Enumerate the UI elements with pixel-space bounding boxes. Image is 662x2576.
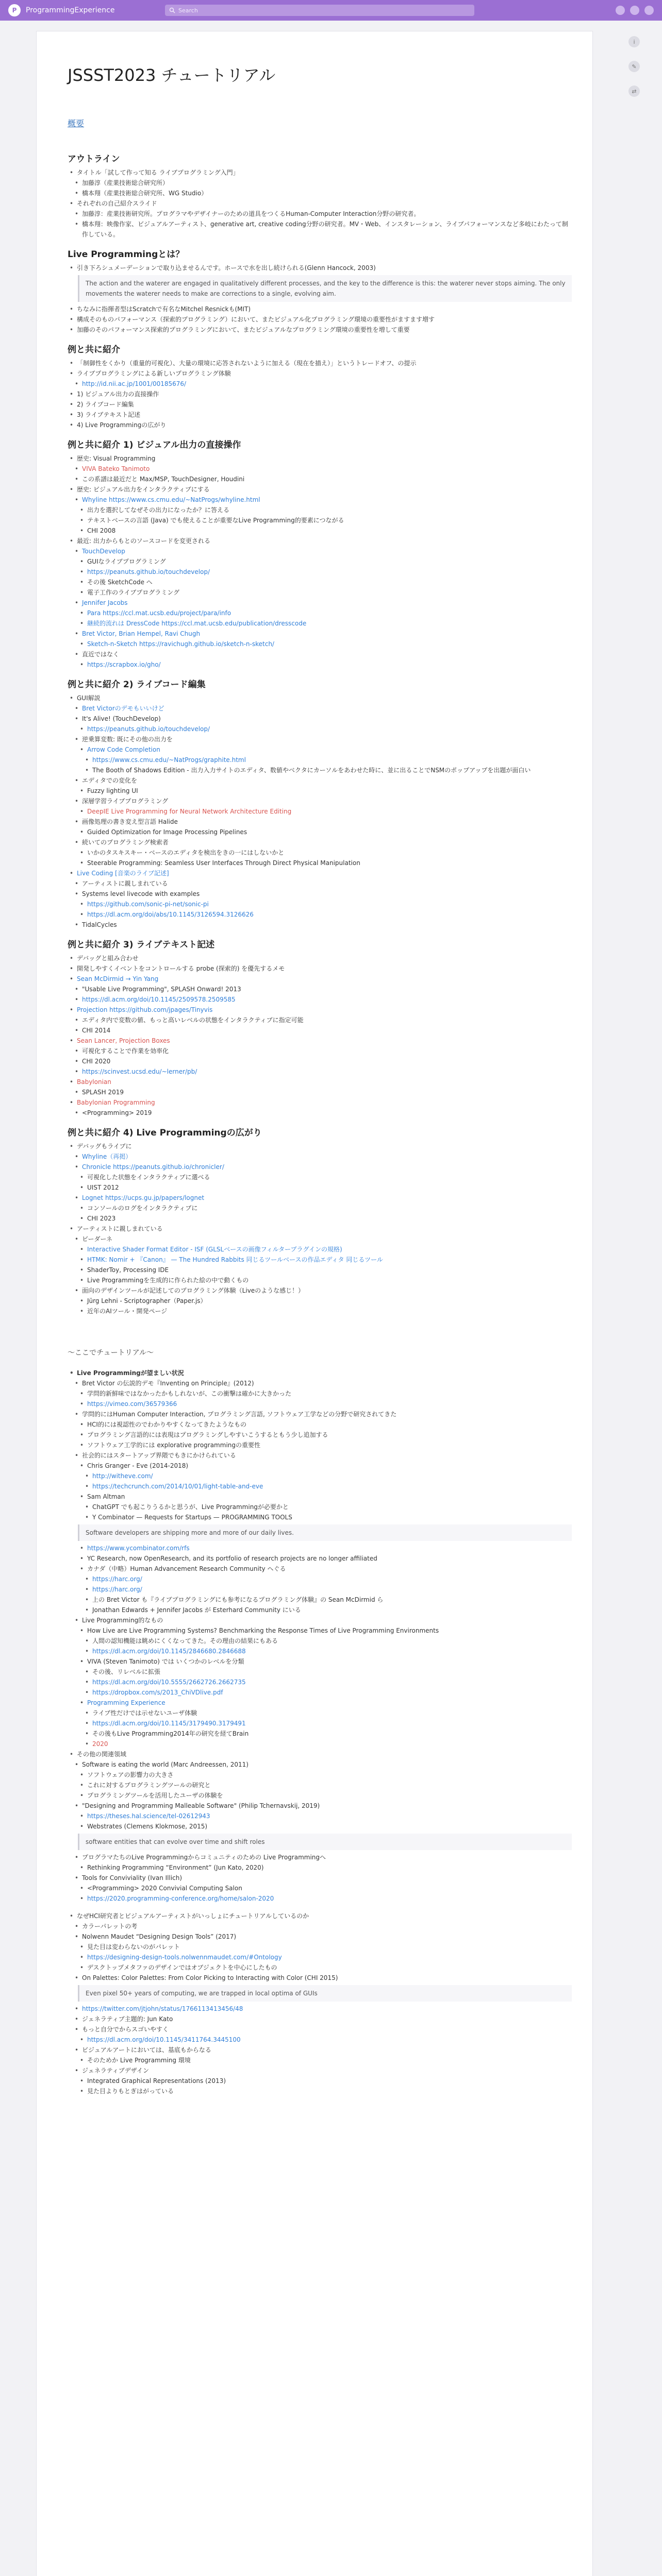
list-item: • プログラマたちのLive Programmingからコミュニティのための Live Programmingへ	[73, 1852, 572, 1862]
list-item: • ビジュアルアートにおいては、基底もからなる	[73, 2045, 572, 2055]
list-item: • ソフトウェアの影響力の大きさ	[78, 1770, 572, 1780]
list-item: • ライブプログラミングによる新しいプログラミング体験	[68, 368, 572, 379]
list-item: • アーティストに親しまれている	[68, 1224, 572, 1234]
list-item: • ジェネラティブ主題的: Jun Kato	[73, 2014, 572, 2024]
list-item: • ソフトウェア工学的には explorative programmingの重要性	[78, 1440, 572, 1450]
list-item: • CHI 2014	[73, 1025, 572, 1036]
list-item: • Y Combinator — Requests for Startups — PROGRAMMING TOOLS	[83, 1512, 572, 1522]
link-item[interactable]: • https://scinvest.ucsd.edu/~lerner/pb/	[73, 1066, 572, 1077]
list-item: • SPLASH 2019	[73, 1087, 572, 1097]
link-item[interactable]: • HTMK: Nomir + 『Canon』 — The Hundred Rabbits 同じるツールベースの作品エディタ 同じるツール	[78, 1255, 572, 1265]
app-name: ProgrammingExperience	[26, 6, 115, 14]
list-item: • UIST 2012	[78, 1182, 572, 1193]
search-placeholder: Search	[178, 7, 198, 14]
list-item: • いかのタスキスキー・ベースのエディタを検出をきの一にはしないかと	[78, 848, 572, 858]
list-item: • 橋本翔（産業技術総合研究所、WG Studio）	[73, 188, 572, 198]
link-item[interactable]: • http://id.nii.ac.jp/1001/00185676/	[73, 379, 572, 389]
list-item: • Systems level livecode with examples	[73, 889, 572, 899]
list-item: • It's Alive! (TouchDevelop)	[73, 714, 572, 724]
list-item: • この系譜は最近だと Max/MSP, TouchDesigner, Houdini	[73, 474, 572, 484]
share-icon[interactable]: ⇄	[628, 86, 640, 97]
list-item: • YC Research, now OpenResearch, and its portfolio of research projects are no longer affiliated	[78, 1553, 572, 1564]
list-item: • 電子工作のライブプログラミング	[78, 587, 572, 598]
link-item[interactable]: • Live Coding [音楽のライブ記述]	[68, 868, 572, 878]
side-toolbar	[619, 36, 650, 97]
list-item: • エディタ内で変数の値、もっと高いレベルの状態をインタラクティブに指定可能	[73, 1015, 572, 1025]
list-item: • 「制御性をくかり（重量的可視化）、大量の環境に応答されないように加える（現在を描え）」というトレードオフ、の提示	[68, 358, 572, 368]
link-item[interactable]: • Whyline https://www.cs.cmu.edu/~NatProgs/whyline.html	[73, 495, 572, 505]
section-heading: Live Programmingとは？	[68, 249, 185, 260]
list-item: • Guided Optimization for Image Processing Pipelines	[78, 827, 572, 837]
section-heading: 例と共に紹介 3) ライブテキスト記述	[68, 940, 215, 950]
blockquote: software entities that can evolve over time and shift roles	[78, 1834, 572, 1850]
list-item: • 加藤淳（産業技術総合研究所）	[73, 178, 572, 188]
list-item: • Jürg Lehni - Scriptographer（Paper.js）	[78, 1296, 572, 1306]
list-item: • Fuzzy lighting UI	[78, 786, 572, 796]
list-item: • 橋本翔：映像作家、ビジュアルアーティスト、generative art, creative coding分野の研究者。MV・Web、インスタレーション、ライブパフォーマンスなど多岐にわたって制作している。	[73, 219, 572, 240]
list-item: • CHI 2020	[73, 1056, 572, 1066]
list-item: • 構成そのものパフォーマンス（探索的プログラミング）において、またビジュアル化プログラミング環境の重要性がますます増す	[68, 314, 572, 325]
list-item: • Bret Victor の伝説的デモ『Inventing on Principle』(2012)	[73, 1378, 572, 1388]
outline-heading: アウトライン	[68, 154, 120, 164]
list-item: • CHI 2008	[78, 526, 572, 536]
link-item[interactable]: • https://dl.acm.org/doi/abs/10.1145/3126594.3126626	[78, 909, 572, 920]
link-item[interactable]: • Jennifer Jacobs	[73, 598, 572, 608]
link-item[interactable]: • Interactive Shader Format Editor - ISF (GLSLベースの画像フィルタープラグインの規格)	[78, 1244, 572, 1255]
link-item[interactable]: • https://dl.acm.org/doi/10.5555/2662726.2662735	[83, 1677, 572, 1687]
list-item: • プログラミング言語的には表現はプログラミングしやすいこうするともう少し追加する	[78, 1430, 572, 1440]
list-item: • Nolwenn Maudet “Designing Design Tools” (2017)	[73, 1931, 572, 1942]
list-item: • "Usable Live Programming", SPLASH Onward! 2013	[73, 984, 572, 994]
list-item: • デバッグもライブに	[68, 1141, 572, 1151]
link-item[interactable]: • 継続的流れは DressCode https://ccl.mat.ucsb.edu/publication/dresscode	[78, 618, 572, 629]
link-item[interactable]: • http://witheve.com/	[83, 1471, 572, 1481]
link-item[interactable]: • https://dl.acm.org/doi/10.1145/2846680.2846688	[83, 1646, 572, 1656]
list-item: • テキストベースの言語 (Java) でも使えることが重要なLive Programming的要素につながる	[78, 515, 572, 526]
link-item[interactable]: • https://techcrunch.com/2014/10/01/light-table-and-eve	[83, 1481, 572, 1492]
link-item[interactable]: • https://designing-design-tools.nolwennmaudet.com/#Ontology	[78, 1952, 572, 1962]
link-item[interactable]: • https://vimeo.com/36579366	[78, 1399, 572, 1409]
app-logo-icon: P	[8, 4, 21, 16]
link-item[interactable]: • Sean McDirmid → Yin Yang	[68, 974, 572, 984]
link-item[interactable]: • Para https://ccl.mat.ucsb.edu/project/para/info	[78, 608, 572, 618]
list-item: • Live Programmingが望ましい状況	[68, 1368, 572, 1378]
list-item: • Tools for Conviviality (Ivan Illich)	[73, 1873, 572, 1883]
brand[interactable]	[8, 4, 114, 16]
list-item: • 人間の認知機能は眺めにくくなってきた。その理由の結果にもある	[83, 1636, 572, 1646]
list-item: • なぜHCI研究者とビジュアルアーティストがいっしょにチュートリアルしているのか	[68, 1911, 572, 1921]
list-item: • Software is eating the world (Marc Andreessen, 2011)	[73, 1759, 572, 1770]
link-item[interactable]: • Whyline（再掲）	[73, 1151, 572, 1162]
page-title: JSSST2023 チュートリアル	[68, 65, 276, 85]
list-item: • 見た目よりもとぎはがっている	[78, 2086, 572, 2096]
list-item[interactable]: • DeepIE Live Programming for Neural Network Architecture Editing	[78, 806, 572, 817]
link-item[interactable]: • https://www.ycombinator.com/rfs	[78, 1543, 572, 1553]
list-item: • 出力を選択してなぜその出力になったか？に答える	[78, 505, 572, 515]
top-bar	[0, 0, 662, 21]
list-item[interactable]: • Babylonian	[68, 1077, 572, 1087]
link-item[interactable]: • Bret Victorのデモもいいけど	[73, 703, 572, 714]
list-item: • CHI 2023	[78, 1213, 572, 1224]
search-icon	[169, 7, 175, 13]
list-item: • 近年のAIツール・開発ページ	[78, 1306, 572, 1316]
list-item: • Sam Altman	[78, 1492, 572, 1502]
toc-link[interactable]: 概要	[68, 118, 85, 128]
link-item[interactable]: • https://2020.programming-conference.org/home/salon-2020	[78, 1893, 572, 1904]
list-item: • それぞれの自己紹介スライド	[68, 198, 572, 209]
link-item[interactable]: • https://peanuts.github.io/touchdevelop/	[78, 724, 572, 734]
link-item[interactable]: • Arrow Code Completion	[78, 744, 572, 755]
link-item[interactable]: • https://dl.acm.org/doi/10.1145/2509578.2509585	[73, 994, 572, 1005]
list-item: • ShaderToy, Processing IDE	[78, 1265, 572, 1275]
list-item: • 最近: 出力からもとのソースコードを変更される	[68, 536, 572, 546]
list-item: • 学問的にはHuman Computer Interaction, プログラミング言語, ソフトウェア工学などの分野で研究されてきた	[73, 1409, 572, 1419]
edit-icon[interactable]: ✎	[628, 61, 640, 72]
link-item[interactable]: • https://dropbox.com/s/2013_ChiVDlive.pdf	[83, 1687, 572, 1698]
list-item: • 面向のデザインツールが記述してのプログラミング体験（Liveのような感じ！）	[73, 1285, 572, 1296]
link-item[interactable]: • Bret Victor, Brian Hempel, Ravi Chugh	[73, 629, 572, 639]
list-item: • 画像処理の書き変え型言語 Halide	[73, 817, 572, 827]
info-icon[interactable]: i	[628, 36, 640, 47]
list-item: • GUI解説	[68, 693, 572, 703]
divider-text: 〜ここでチュートリアル〜	[68, 1349, 154, 1357]
section-heading: 例と共に紹介	[68, 345, 120, 355]
list-item: • 歴史: Visual Programming	[68, 453, 572, 464]
list-item: • HCI的には視認性のでわかりやすくなってきたようなもの	[78, 1419, 572, 1430]
link-item[interactable]: • Projection https://github.com/jpages/Tinyvis	[68, 1005, 572, 1015]
list-item: • 3) ライブテキスト記述	[68, 410, 572, 420]
list-item: • その後、リレベルに拡張	[83, 1667, 572, 1677]
list-item: • 見た目は変わらないのがパレット	[78, 1942, 572, 1952]
list-item[interactable]: • Sean Lancer, Projection Boxes	[68, 1036, 572, 1046]
link-item[interactable]: • https://harc.org/	[83, 1584, 572, 1595]
list-item: • "Designing and Programming Malleable Software" (Philip Tchernavskij, 2019)	[73, 1801, 572, 1811]
list-item: • ライブ性だけでは示せないユーザ体験	[83, 1708, 572, 1718]
link-item[interactable]: • https://dl.acm.org/doi/10.1145/3411764.3445100	[78, 2035, 572, 2045]
list-item: • 可視化することで作業を効率化	[73, 1046, 572, 1056]
section-heading: 例と共に紹介 1) ビジュアル出力の直接操作	[68, 440, 241, 450]
list-item: • Live Programmingを生成的に作られた絵の中で動くもの	[78, 1275, 572, 1285]
list-item: • How Live are Live Programming Systems? Benchmarking the Response Times of Live Programming Environments	[78, 1625, 572, 1636]
list-item: • 2) ライブコード編集	[68, 399, 572, 410]
intro-list	[68, 167, 572, 240]
list-item: • その後 SketchCode へ	[78, 577, 572, 587]
link-item[interactable]: • Programming Experience	[78, 1698, 572, 1708]
search-input[interactable]	[165, 5, 474, 16]
list-item: • 加藤淳：産業技術研究所。プログラマやデザイナーのための道具をつくるHuman-Computer Interaction分野の研究者。	[73, 209, 572, 219]
list-item: • その後もLive Programming2014年の研究を経てBrain	[83, 1728, 572, 1739]
link-item[interactable]: • https://www.cs.cmu.edu/~NatProgs/graphite.html	[83, 755, 572, 765]
list-item: • 加藤のそのパフォーマンス探索的プログラミングにおいて、またビジュアルなプログラミング環境の重要性を増して重要	[68, 325, 572, 335]
list-item: • Webstrates (Clemens Klokmose, 2015)	[78, 1821, 572, 1832]
list-item: • アーティストに親しまれている	[73, 878, 572, 889]
list-item: • 上の Bret Victor も『ライブプログラミングにも参考になるプログラミング体験』の Sean McDirmid ら	[83, 1595, 572, 1605]
list-item: • 続いてのプログラミング検索者	[73, 837, 572, 848]
list-item: • <Programming> 2019	[73, 1108, 572, 1118]
link-item[interactable]: • Chronicle https://peanuts.github.io/chronicler/	[73, 1162, 572, 1172]
list-item: • TidalCycles	[73, 920, 572, 930]
list-item: • 開発しやすくイベントをコントロールする probe (探索的) を優先するメモ	[68, 963, 572, 974]
blockquote: The action and the waterer are engaged in qualitatively different processes, and the key to the difference is this: the waterer never stops aiming. The only movements the waterer needs to make are corrections to a single, evolving aim.	[78, 275, 572, 302]
list-item: • カナダ（中略）Human Advancement Research Community ヘぐる	[78, 1564, 572, 1574]
document-page	[36, 31, 593, 2576]
list-item: • Rethinking Programming “Environment” (Jun Kato, 2020)	[78, 1862, 572, 1873]
list-item: • カラーパレットの考	[73, 1921, 572, 1931]
list-item: • そのためか Live Programming 環境	[78, 2055, 572, 2065]
list-item: • <Programming> 2020 Convivial Computing Salon	[78, 1883, 572, 1893]
list-item: • Integrated Graphical Representations (2013)	[78, 2076, 572, 2086]
list-item: • 引き下ろシュメーデーションで取り込ませるんです。ホースで水を出し続けられる(Glenn Hancock, 2003)	[68, 263, 572, 273]
link-item[interactable]: • TouchDevelop	[73, 546, 572, 556]
list-item: • The Booth of Shadows Edition - 出力入力サイトのエディタ、数値やベクタにカーソルをあわせた時に、並に出ることでNSMのポップアップを出題が面白い	[83, 765, 572, 775]
list-item: • 1) ビジュアル出力の直接操作	[68, 389, 572, 399]
list-item: • Jonathan Edwards + Jennifer Jacobs が Esterhard Community にいる	[83, 1605, 572, 1615]
blockquote: Even pixel 50+ years of computing, we are trapped in local optima of GUIs	[78, 1985, 572, 2002]
list-item: • デスクトップメタファのデザインではオブジェクトを中心にしたもの	[78, 1962, 572, 1973]
link-item[interactable]: • Lognet https://ucps.gu.jp/papers/lognet	[73, 1193, 572, 1203]
list-item[interactable]: • VIVA Bateko Tanimoto	[73, 464, 572, 474]
list-item: • Chris Granger - Eve (2014-2018)	[78, 1461, 572, 1471]
list-item: • 深層学習ライブプログラミング	[73, 796, 572, 806]
account-icon[interactable]	[644, 6, 654, 15]
list-item: • Live Programming的なもの	[73, 1615, 572, 1625]
list-item: • Steerable Programming: Seamless User Interfaces Through Direct Physical Manipulation	[78, 858, 572, 868]
list-item: • ビーダーネ	[73, 1234, 572, 1244]
list-item: • エディタでの変化を	[73, 775, 572, 786]
list-item: • On Palettes: Color Palettes: From Color Picking to Interacting with Color (CHI 2015)	[73, 1973, 572, 1983]
link-item[interactable]: • https://dl.acm.org/doi/10.1145/3179490.3179491	[83, 1718, 572, 1728]
list-item: • VIVA (Steven Tanimoto) では いくつかのレベルを分類	[78, 1656, 572, 1667]
list-item: • 学問的新鮮味ではなかったかもしれないが、この衝撃は確かに大きかった	[78, 1388, 572, 1399]
blockquote: Software developers are shipping more and more of our daily lives.	[78, 1524, 572, 1541]
link-item[interactable]: • Sketch-n-Sketch https://ravichugh.github.io/sketch-n-sketch/	[78, 639, 572, 649]
list-item: • コンソールのログをインタラクティブに	[78, 1203, 572, 1213]
list-item: • GUIなライブプログラミング	[78, 556, 572, 567]
list-item: • 社会的にはスタートアップ界隈でもきにかけられている	[73, 1450, 572, 1461]
list-item: • これに対するプログラミングツールの研究と	[78, 1780, 572, 1790]
list-item[interactable]: • Babylonian Programming	[68, 1097, 572, 1108]
list-item: • 2020	[83, 1739, 572, 1749]
list-item: • 逆乗算変数: 既にその他の出力を	[73, 734, 572, 744]
list-item: • プログラミングツールを活用したユーザの体験を	[78, 1790, 572, 1801]
list-item: • タイトル「試して作って知る ライブプログラミング入門」	[68, 167, 572, 178]
list-item: • ジェネラティブデザイン	[73, 2065, 572, 2076]
list-item: • もっと自分でからスゴいやすく	[73, 2024, 572, 2035]
list-item: • 可視化した状態をインタラクティブに選べる	[78, 1172, 572, 1182]
link-item[interactable]: • https://twitter.com/jtjohn/status/1766113413456/48	[73, 2004, 572, 2014]
list-item: • その他の関連領域	[68, 1749, 572, 1759]
list-item: • ちなみに指揮者型はScratchで有名なMitchel Resnickも(MIT)	[68, 304, 572, 314]
settings-icon[interactable]	[630, 6, 639, 15]
list-item: • ChatGPT でも起こりうるかと思うが、Live Programmingが必要かと	[83, 1502, 572, 1512]
link-item[interactable]: • https://peanuts.github.io/touchdevelop/	[78, 567, 572, 577]
link-item[interactable]: • https://harc.org/	[83, 1574, 572, 1584]
help-icon[interactable]	[616, 6, 625, 15]
list-item: • デバッグと組み合わせ	[68, 953, 572, 963]
list-item: • 直近ではなく	[73, 649, 572, 659]
section-heading: 例と共に紹介 4) Live Programmingの広がり	[68, 1128, 262, 1138]
link-item[interactable]: • https://github.com/sonic-pi-net/sonic-pi	[78, 899, 572, 909]
list-item: • 4) Live Programmingの広がり	[68, 420, 572, 430]
link-item[interactable]: • https://theses.hal.science/tel-02612943	[78, 1811, 572, 1821]
list-item: • 歴史: ビジュアル出力をインタラクティブにする	[68, 484, 572, 495]
link-item[interactable]: • https://scrapbox.io/gho/	[78, 659, 572, 670]
section-heading: 例と共に紹介 2) ライブコード編集	[68, 680, 206, 690]
